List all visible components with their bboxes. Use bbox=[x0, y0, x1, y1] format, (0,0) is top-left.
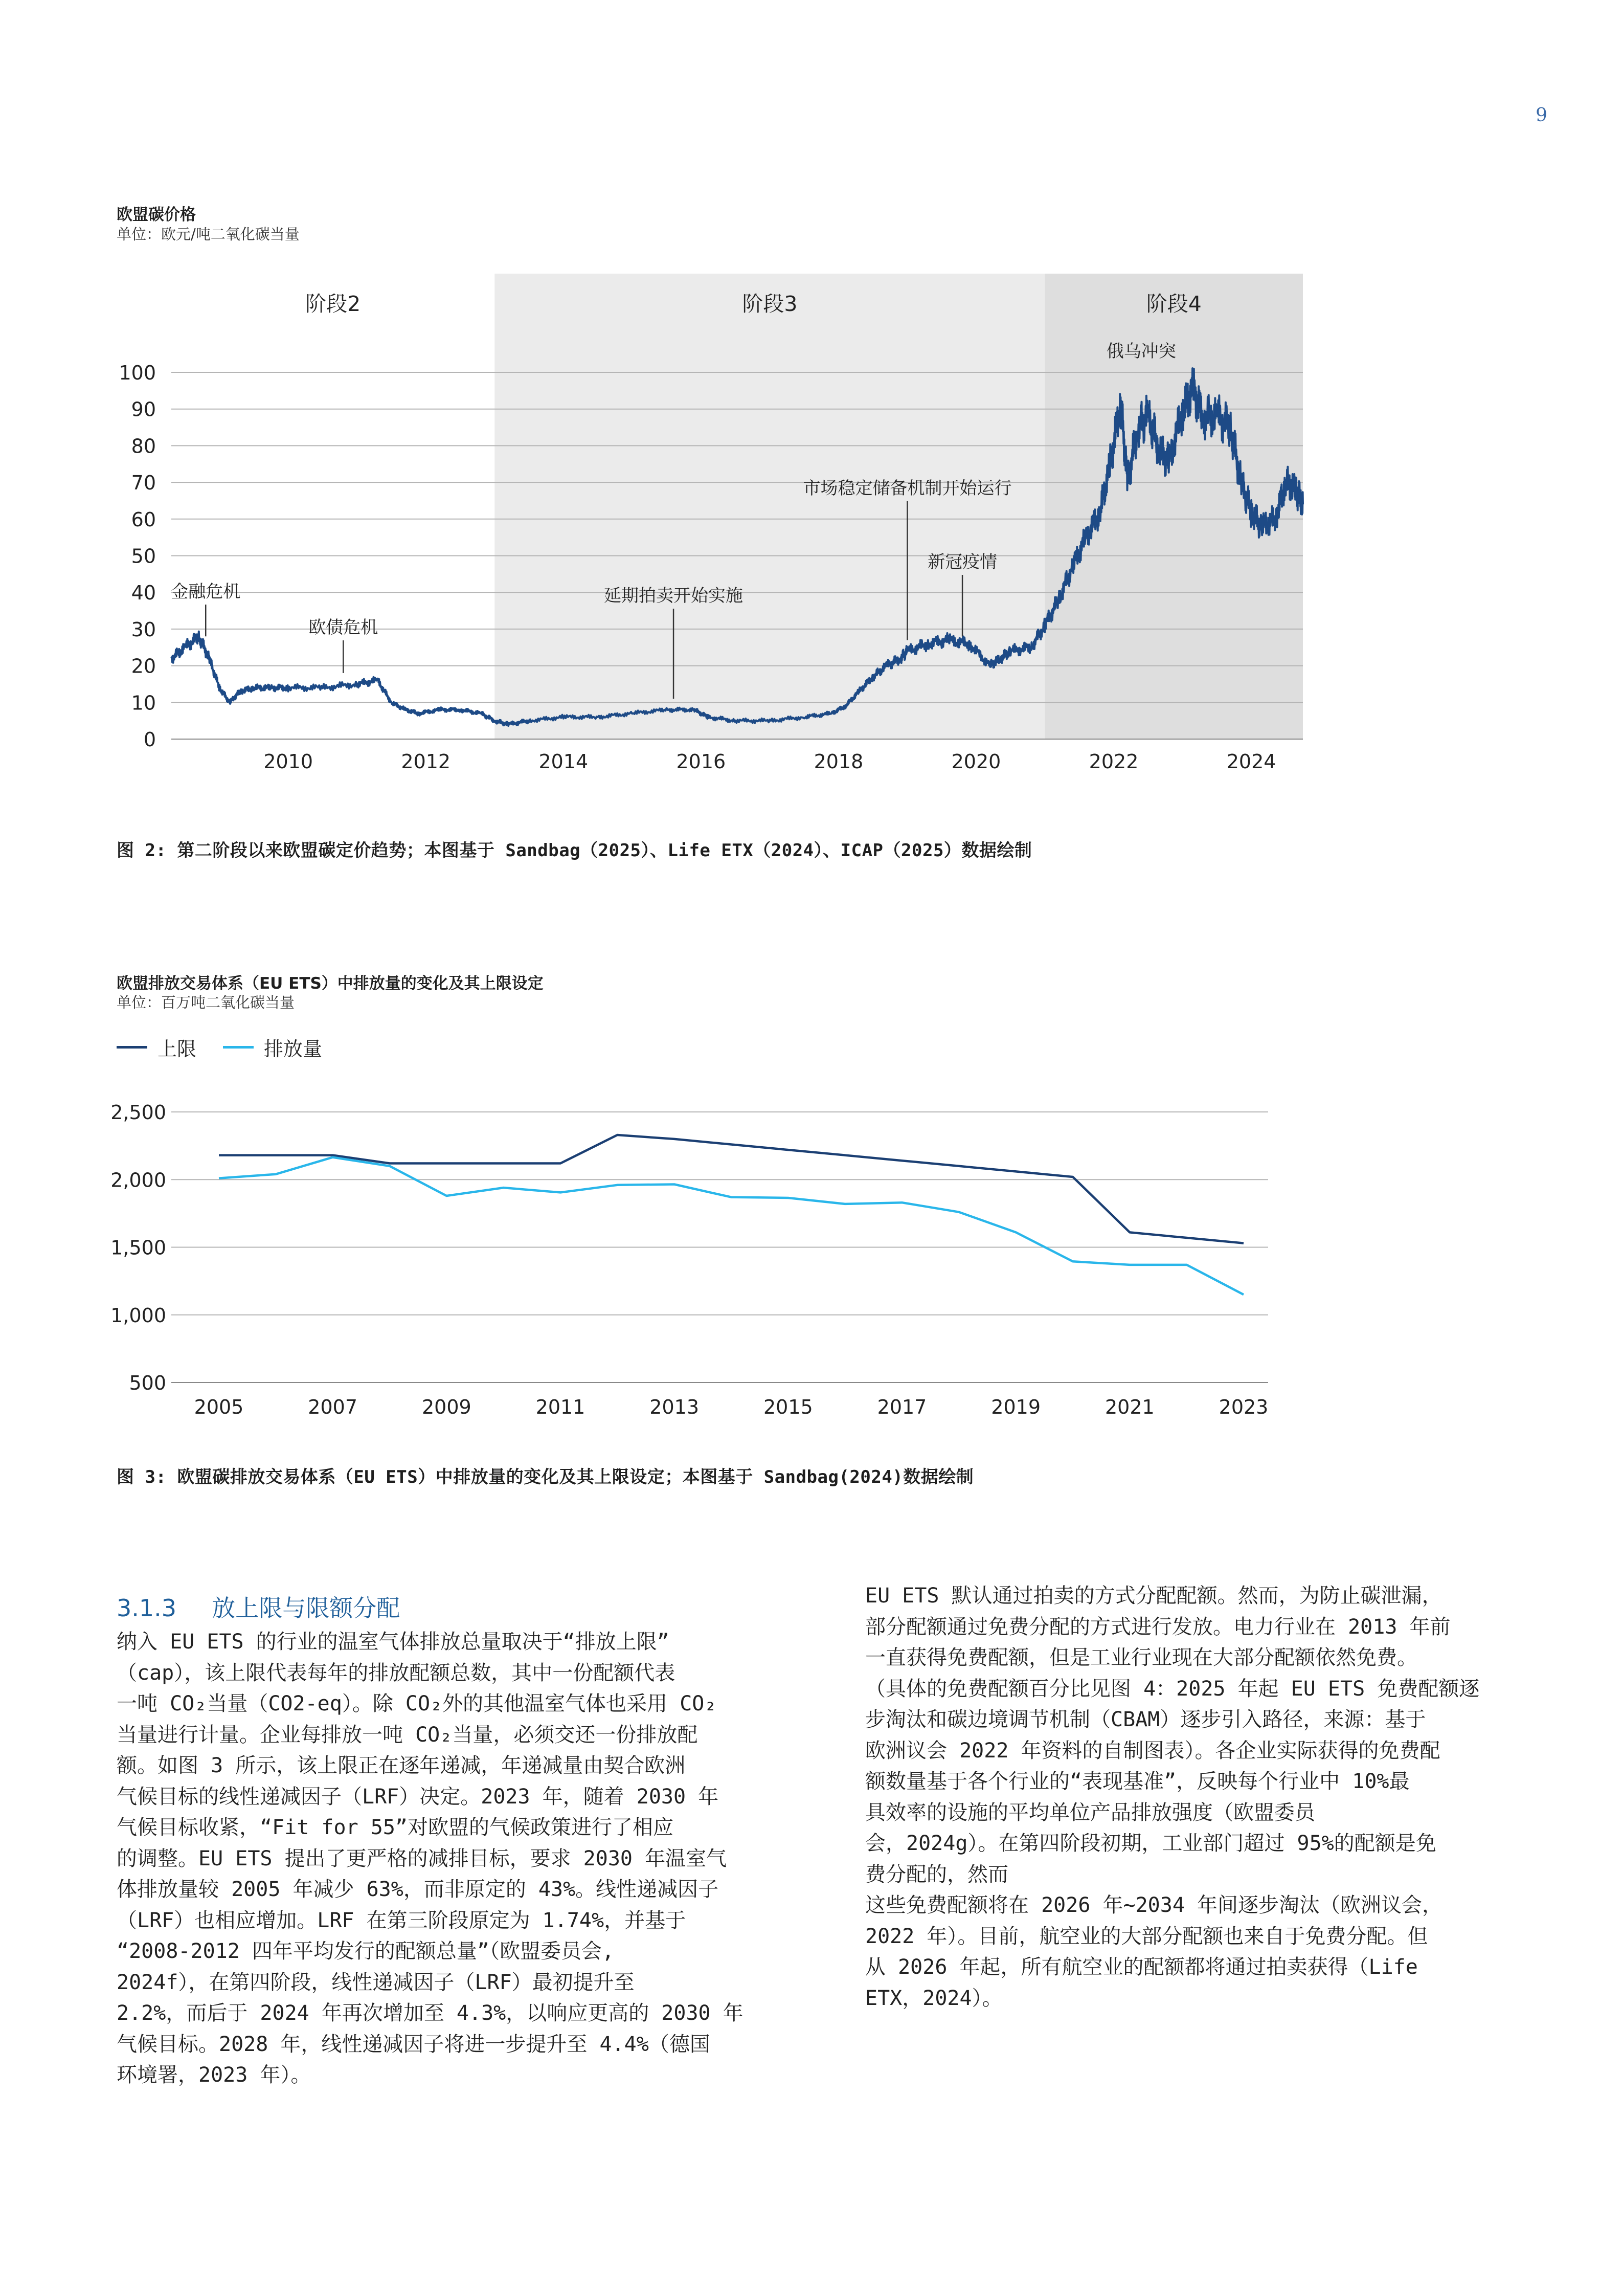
y-tick-label: 100 bbox=[119, 362, 156, 384]
body-line: 2024f），在第四阶段，线性递减因子（LRF）最初提升至 bbox=[117, 1970, 635, 1994]
chart1-unit: 单位：欧元/吨二氧化碳当量 bbox=[117, 226, 300, 243]
y-tick-label: 500 bbox=[129, 1372, 166, 1394]
y-tick-label: 50 bbox=[131, 545, 156, 568]
body-line: 费分配的，然而 bbox=[865, 1862, 1008, 1886]
x-tick-label: 2011 bbox=[535, 1396, 585, 1418]
x-tick-label: 2021 bbox=[1104, 1396, 1155, 1418]
cap-line bbox=[219, 1135, 1244, 1243]
y-tick-label: 0 bbox=[143, 728, 156, 751]
legend-label-cap: 上限 bbox=[157, 1038, 197, 1060]
body-line: ETX，2024）。 bbox=[865, 1986, 1003, 2010]
x-tick-label: 2022 bbox=[1089, 750, 1139, 773]
x-tick-label: 2019 bbox=[991, 1396, 1041, 1418]
body-line: 会，2024g）。在第四阶段初期，工业部门超过 95%的配额是免 bbox=[865, 1832, 1436, 1855]
body-line: （LRF）也相应增加。LRF 在第三阶段原定为 1.74%，并基于 bbox=[117, 1908, 686, 1932]
y-tick-label: 40 bbox=[131, 582, 156, 605]
x-tick-label: 2010 bbox=[263, 750, 313, 773]
annotation-label: 市场稳定储备机制开始运行 bbox=[803, 478, 1012, 499]
x-tick-label: 2024 bbox=[1226, 750, 1276, 773]
x-tick-label: 2015 bbox=[763, 1396, 813, 1418]
body-line: 体排放量较 2005 年减少 63%，而非原定的 43%。线性递减因子 bbox=[117, 1878, 719, 1901]
y-tick-label: 20 bbox=[131, 655, 156, 678]
y-tick-label: 80 bbox=[131, 435, 156, 458]
body-line: 一直获得免费配额，但是工业行业现在大部分配额依然免费。 bbox=[865, 1646, 1417, 1669]
body-line: 额。如图 3 所示，该上限正在逐年递减，年递减量由契合欧洲 bbox=[117, 1754, 686, 1777]
body-line: EU ETS 默认通过拍卖的方式分配配额。然而，为防止碳泄漏， bbox=[865, 1584, 1442, 1608]
x-tick-label: 2016 bbox=[676, 750, 726, 773]
body-line: 部分配额通过免费分配的方式进行发放。电力行业在 2013 年前 bbox=[865, 1615, 1451, 1639]
x-tick-label: 2017 bbox=[877, 1396, 927, 1418]
body-line: 当量进行计量。企业每排放一吨 CO₂当量，必须交还一份排放配 bbox=[117, 1723, 698, 1747]
body-line: 气候目标的线性递减因子（LRF）决定。2023 年，随着 2030 年 bbox=[117, 1785, 719, 1809]
chart1-title: 欧盟碳价格 bbox=[117, 206, 196, 224]
x-tick-label: 2023 bbox=[1219, 1396, 1269, 1418]
section-number: 3.1.3 bbox=[117, 1594, 177, 1622]
body-line: 欧洲议会 2022 年资料的自制图表）。各企业实际获得的免费配 bbox=[865, 1738, 1440, 1763]
body-line: 2.2%，而后于 2024 年再次增加至 4.3%，以响应更高的 2030 年 bbox=[117, 2001, 743, 2025]
legend-label-emissions: 排放量 bbox=[264, 1038, 323, 1060]
body-line: 额数量基于各个行业的“表现基准”，反映每个行业中 10%最 bbox=[865, 1770, 1410, 1793]
chart2-caption: 图 3: 欧盟碳排放交易体系（EU ETS）中排放量的变化及其上限设定；本图基于 Sandbag(2024)数据绘制 bbox=[117, 1467, 974, 1487]
x-tick-label: 2013 bbox=[649, 1396, 700, 1418]
chart2-unit: 单位：百万吨二氧化碳当量 bbox=[117, 994, 295, 1011]
chart1-caption: 图 2: 第二阶段以来欧盟碳定价趋势；本图基于 Sandbag（2025）、Life ETX（2024）、ICAP（2025）数据绘制 bbox=[117, 840, 1032, 861]
x-tick-label: 2014 bbox=[538, 750, 589, 773]
annotation-label: 延期拍卖开始实施 bbox=[604, 586, 743, 606]
body-line: 的调整。EU ETS 提出了更严格的减排目标，要求 2030 年温室气 bbox=[117, 1846, 727, 1870]
annotation-label: 俄乌冲突 bbox=[1106, 341, 1176, 362]
body-line: 一吨 CO₂当量（CO2-eq）。除 CO₂外的其他温室气体也采用 CO₂ bbox=[117, 1692, 717, 1715]
body-line: （具体的免费配额百分比见图 4：2025 年起 EU ETS 免费配额逐 bbox=[865, 1677, 1480, 1701]
body-line: 从 2026 年起，所有航空业的配额都将通过拍卖获得（Life bbox=[865, 1955, 1418, 1979]
body-line: 具效率的设施的平均单位产品排放强度（欧盟委员 bbox=[865, 1800, 1315, 1824]
body-line: 步淘汰和碳边境调节机制（CBAM）逐步引入路径，来源：基于 bbox=[865, 1708, 1426, 1731]
body-line: 气候目标收紧，“Fit for 55”对欧盟的气候政策进行了相应 bbox=[117, 1816, 673, 1839]
x-tick-label: 2020 bbox=[951, 750, 1001, 773]
body-line: （cap），该上限代表每年的排放配额总数，其中一份配额代表 bbox=[117, 1661, 675, 1685]
y-tick-label: 90 bbox=[131, 398, 156, 421]
y-tick-label: 2,500 bbox=[110, 1101, 166, 1124]
chart2-title: 欧盟排放交易体系（EU ETS）中排放量的变化及其上限设定 bbox=[117, 974, 544, 993]
y-tick-label: 60 bbox=[131, 508, 156, 531]
y-tick-label: 1,000 bbox=[110, 1304, 166, 1327]
page-number: 9 bbox=[1536, 105, 1547, 126]
y-tick-label: 1,500 bbox=[110, 1236, 166, 1259]
body-column-right bbox=[865, 1580, 1550, 2014]
y-tick-label: 2,000 bbox=[110, 1169, 166, 1192]
x-tick-label: 2007 bbox=[308, 1396, 358, 1418]
x-tick-label: 2009 bbox=[421, 1396, 471, 1418]
emissions-line bbox=[219, 1157, 1244, 1295]
y-tick-label: 10 bbox=[131, 692, 156, 715]
phase-label: 阶段4 bbox=[1146, 292, 1202, 316]
body-line: 气候目标。2028 年，线性递减因子将进一步提升至 4.4%（德国 bbox=[117, 2032, 710, 2056]
body-line: 环境署，2023 年）。 bbox=[117, 2063, 311, 2087]
body-line: “2008-2012 四年平均发行的配额总量”（欧盟委员会, bbox=[117, 1940, 615, 1963]
x-tick-label: 2005 bbox=[194, 1396, 244, 1418]
y-tick-label: 30 bbox=[131, 618, 156, 641]
body-column-left bbox=[117, 1626, 781, 2091]
x-tick-label: 2012 bbox=[401, 750, 451, 773]
section-title: 放上限与限额分配 bbox=[212, 1594, 400, 1622]
phase-label: 阶段2 bbox=[305, 292, 361, 316]
annotation-label: 新冠疫情 bbox=[928, 552, 998, 572]
phase-label: 阶段3 bbox=[742, 292, 798, 316]
annotation-label: 金融危机 bbox=[171, 582, 241, 602]
body-line: 纳入 EU ETS 的行业的温室气体排放总量取决于“排放上限” bbox=[117, 1630, 669, 1654]
body-line: 这些免费配额将在 2026 年~2034 年间逐步淘汰（欧洲议会， bbox=[865, 1893, 1442, 1917]
body-line: 2022 年）。目前，航空业的大部分配额也来自于免费分配。但 bbox=[865, 1924, 1428, 1948]
y-tick-label: 70 bbox=[131, 472, 156, 495]
x-tick-label: 2018 bbox=[814, 750, 864, 773]
section-heading bbox=[117, 1590, 400, 1623]
annotation-label: 欧债危机 bbox=[308, 617, 378, 638]
